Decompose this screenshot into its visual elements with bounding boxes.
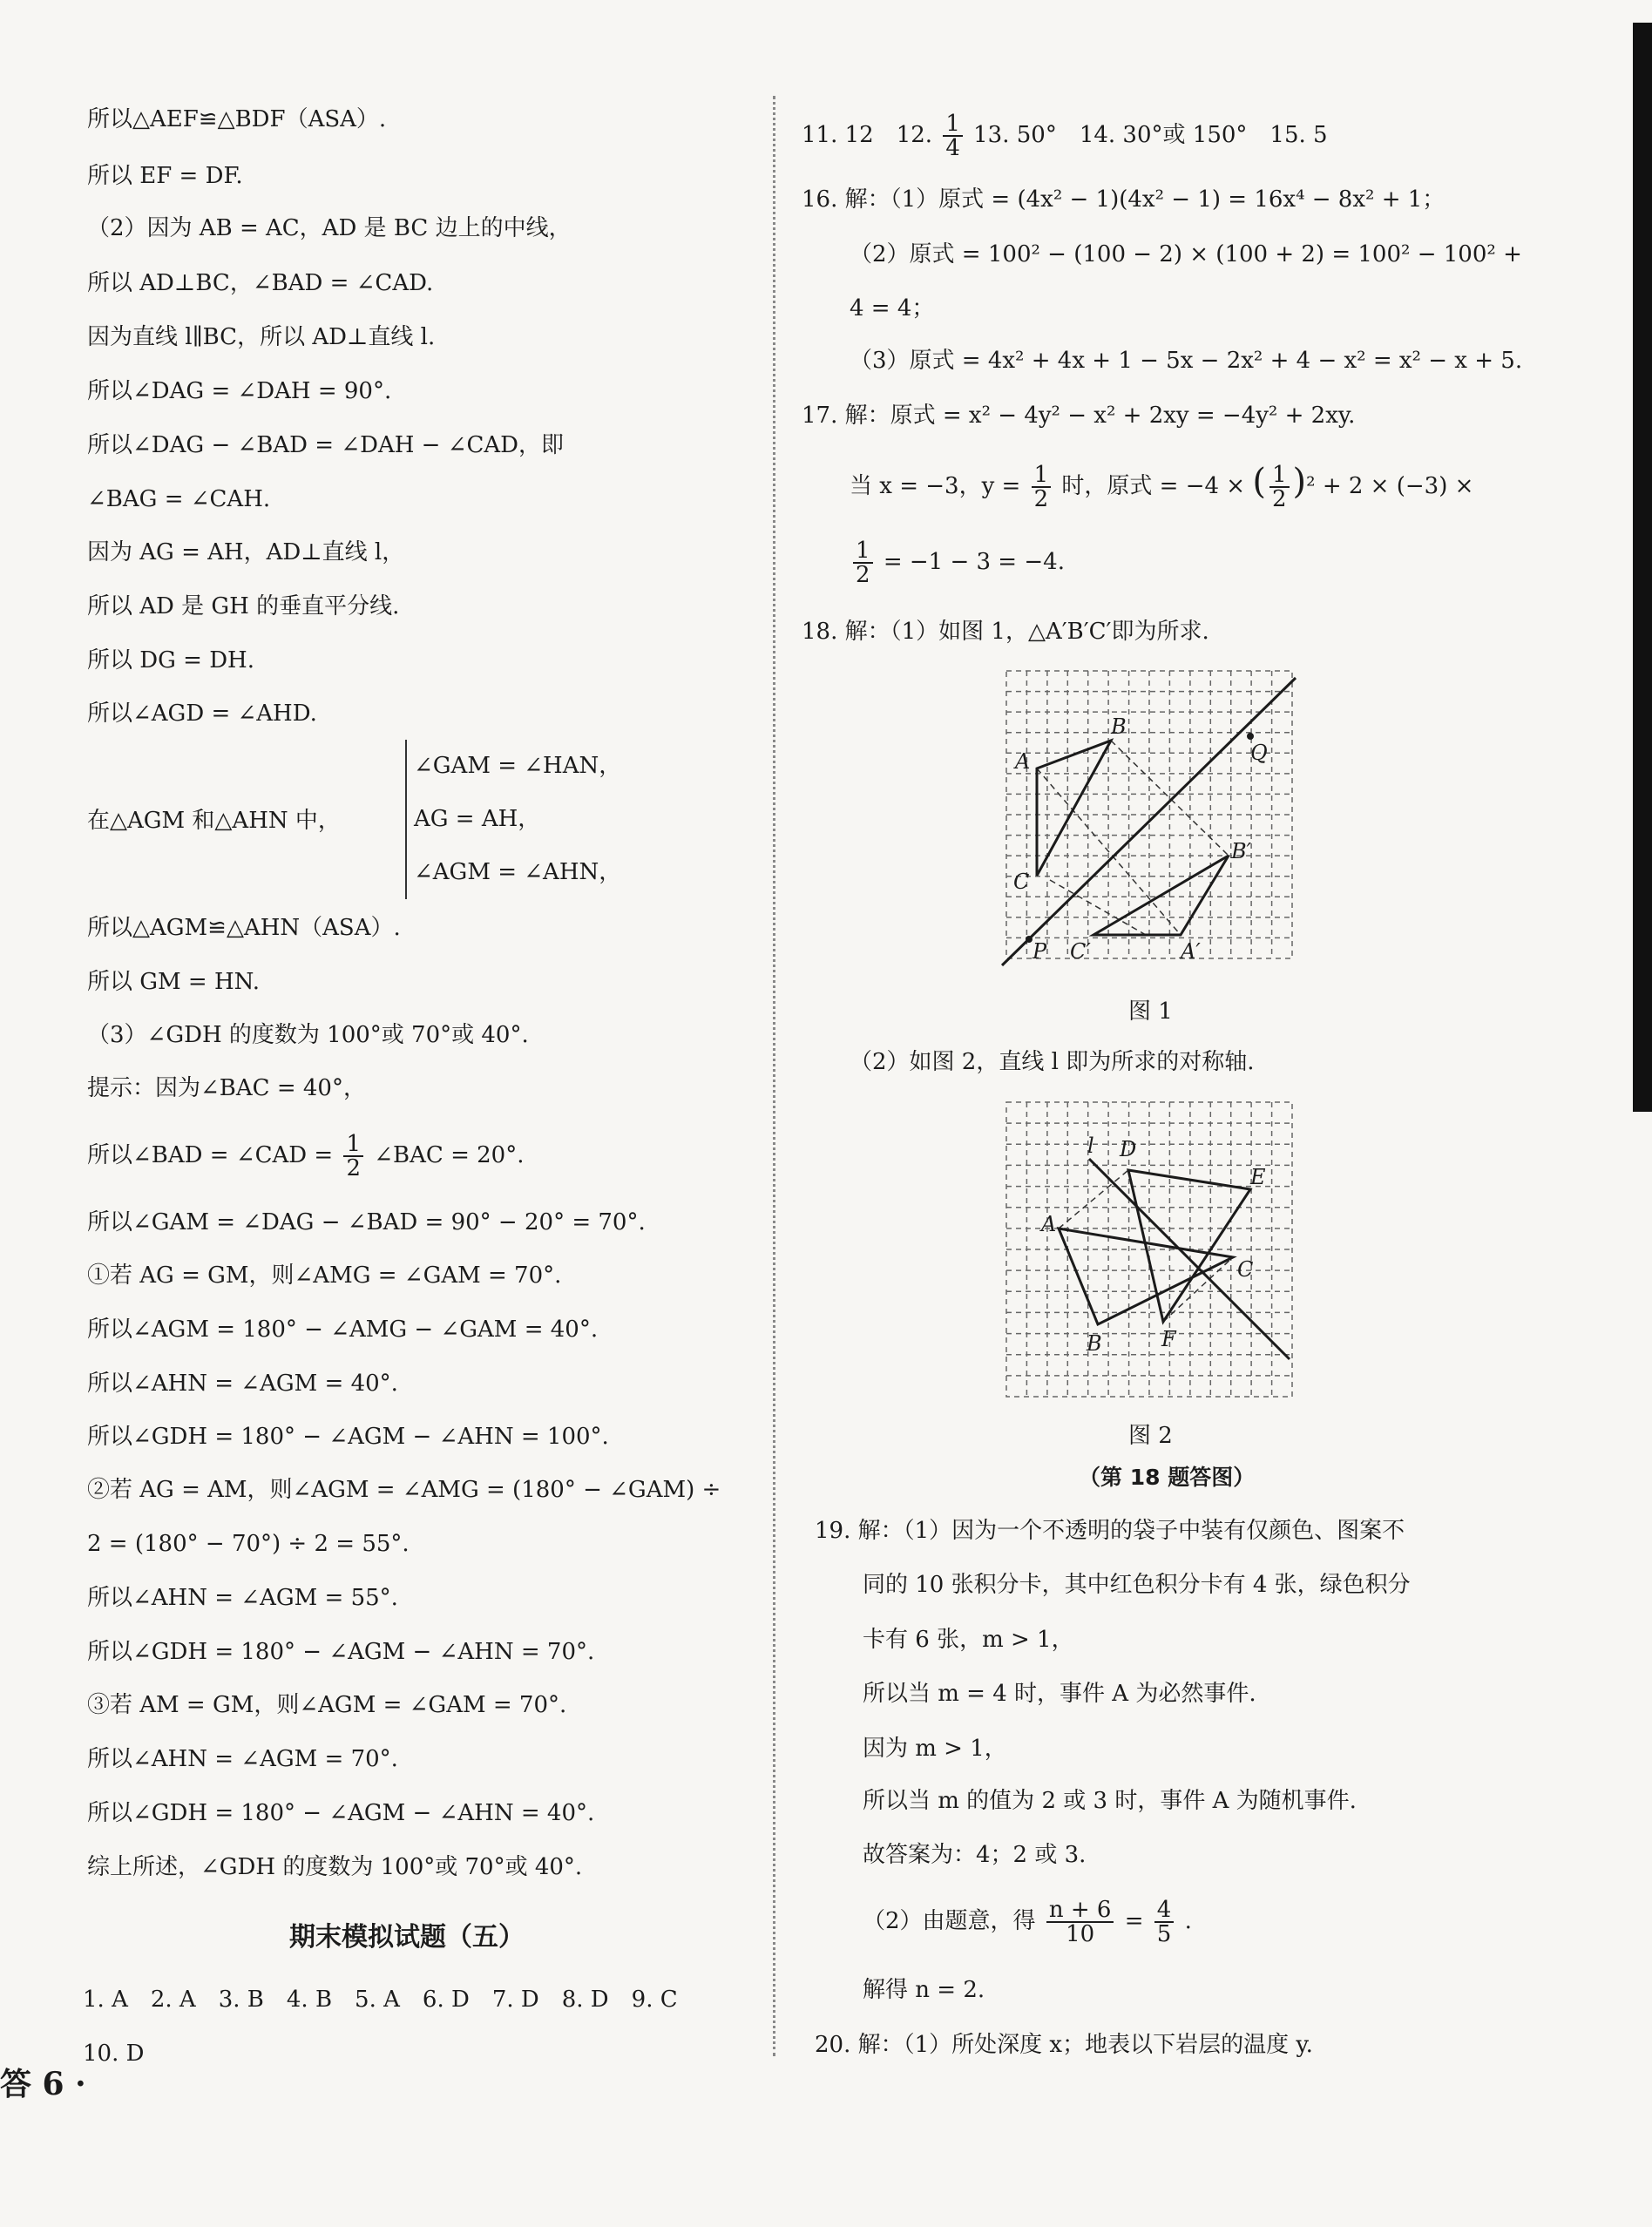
- text-line: 因为 m > 1，: [863, 1736, 1007, 1762]
- text-line: 所以∠GDH = 180° − ∠AGM − ∠AHN = 70°.: [87, 1639, 595, 1665]
- fraction-denominator: 5: [1156, 1921, 1172, 1947]
- text-line: 17. 解：原式 = x² − 4y² − x² + 2xy = −4y² + 2xy.: [802, 403, 1356, 429]
- label-d: D: [1120, 1137, 1137, 1161]
- text-line: 2 = (180° − 70°) ÷ 2 = 55°.: [87, 1531, 410, 1557]
- text-line: 所以∠DAG − ∠BAD = ∠DAH − ∠CAD，即: [87, 432, 565, 458]
- text-line: 提示：因为∠BAC = 40°，: [87, 1075, 366, 1101]
- column-divider: [773, 96, 775, 2056]
- text-line-fraction: [87, 1129, 525, 1181]
- label-c: C: [1237, 1257, 1254, 1282]
- text-line: 所以当 m = 4 时，事件 A 为必然事件.: [863, 1681, 1256, 1707]
- text-line: 所以∠AHN = ∠AGM = 55°.: [87, 1585, 398, 1611]
- text-line: 20. 解：（1）所处深度 x；地表以下岩层的温度 y.: [815, 2032, 1313, 2058]
- text-line: 所以 AD 是 GH 的垂直平分线.: [87, 593, 400, 619]
- fraction-denominator: 4: [945, 135, 960, 161]
- text-segment: 时，原式 = −4 ×: [1061, 473, 1246, 499]
- fraction-numerator: 1: [1269, 464, 1290, 488]
- figure-2-grid-diagram: [998, 1093, 1303, 1407]
- text-line: 所以 GM = HN.: [87, 969, 260, 995]
- text-line: 所以∠DAG = ∠DAH = 90°.: [87, 378, 392, 404]
- label-q: Q: [1250, 741, 1268, 765]
- fraction-numerator: 4: [1154, 1899, 1175, 1923]
- text-segment: =: [1124, 1908, 1144, 1934]
- text-segment: 13. 50° 14. 30°或 150° 15. 5: [973, 122, 1328, 148]
- text-line: 所以 AD⊥BC，∠BAD = ∠CAD.: [87, 270, 434, 296]
- label-b-prime: B′: [1231, 839, 1252, 863]
- fraction-denominator: 2: [856, 562, 870, 588]
- text-line: 所以∠AGM = 180° − ∠AMG − ∠GAM = 40°.: [87, 1317, 599, 1343]
- text-line-fraction: [863, 1895, 1192, 1947]
- fraction-numerator: 1: [853, 539, 873, 564]
- label-c: C: [1013, 870, 1030, 894]
- fraction: [1154, 1899, 1175, 1946]
- text-line: 所以∠GAM = ∠DAG − ∠BAD = 90° − 20° = 70°.: [87, 1209, 646, 1235]
- text-line-fraction: [850, 536, 1065, 588]
- system-line: ∠GAM = ∠HAN，: [414, 753, 622, 779]
- text-line: ②若 AG = AM，则∠AGM = ∠AMG = (180° − ∠GAM) ÷: [87, 1477, 721, 1503]
- text-line: （2）原式 = 100² − (100 − 2) × (100 + 2) = 100² − 100² +: [850, 241, 1522, 267]
- text-segment: = −1 − 3 = −4.: [883, 549, 1065, 575]
- text-line: 4 = 4；: [850, 295, 935, 322]
- fraction: [1046, 1899, 1114, 1946]
- text-segment: 所以∠BAD = ∠CAD =: [87, 1142, 334, 1168]
- text-line: ①若 AG = GM，则∠AMG = ∠GAM = 70°.: [87, 1262, 562, 1289]
- multiple-choice-answers: 1. A 2. A 3. B 4. B 5. A 6. D 7. D 8. D 9. C: [83, 1987, 678, 2013]
- section-heading: 期末模拟试题（五）: [289, 1922, 525, 1953]
- text-line: ③若 AM = GM，则∠AGM = ∠GAM = 70°.: [87, 1692, 567, 1718]
- text-line: 18. 解：（1）如图 1，△A′B′C′即为所求.: [802, 619, 1209, 645]
- fraction: [343, 1133, 363, 1180]
- text-segment: 当 x = −3，y =: [850, 473, 1021, 499]
- fraction: [943, 112, 963, 159]
- fraction-numerator: 1: [343, 1133, 363, 1157]
- text-line: 因为直线 l∥BC，所以 AD⊥直线 l.: [87, 324, 436, 350]
- system-intro: 在△AGM 和△AHN 中，: [87, 808, 341, 834]
- page-number: 答 6 ·: [0, 2066, 86, 2102]
- fraction-numerator: 1: [1032, 464, 1052, 488]
- paren-open: (: [1252, 462, 1266, 502]
- fraction: [1269, 464, 1290, 511]
- fraction: [853, 539, 873, 586]
- label-p: P: [1032, 939, 1047, 964]
- point-p: [1026, 936, 1032, 943]
- edge-bar: [1633, 23, 1652, 1112]
- fraction-numerator: n + 6: [1046, 1899, 1114, 1923]
- fraction: [1032, 464, 1052, 511]
- multiple-choice-answers: 10. D: [83, 2041, 145, 2067]
- text-line: 所以∠GDH = 180° − ∠AGM − ∠AHN = 100°.: [87, 1424, 609, 1450]
- text-line-fraction: [802, 109, 1328, 161]
- label-a-prime: A′: [1181, 939, 1201, 964]
- text-line: （3）原式 = 4x² + 4x + 1 − 5x − 2x² + 4 − x² = x² − x + 5.: [850, 348, 1523, 374]
- paren-close: ): [1292, 462, 1307, 502]
- label-b: B: [1111, 714, 1127, 739]
- label-f: F: [1161, 1327, 1176, 1351]
- text-line: 所以∠AGD = ∠AHD.: [87, 701, 317, 727]
- text-line: 所以当 m 的值为 2 或 3 时，事件 A 为随机事件.: [863, 1788, 1357, 1814]
- text-line: 卡有 6 张，m > 1，: [863, 1627, 1074, 1653]
- figure-2-caption: 图 2: [1128, 1423, 1173, 1449]
- fraction-denominator: 2: [346, 1155, 361, 1181]
- figure-group-caption: （第 18 题答图）: [1079, 1465, 1256, 1490]
- grid: [1006, 1102, 1292, 1397]
- text-segment: （2）由题意，得: [863, 1908, 1036, 1934]
- system-line: ∠AGM = ∠AHN，: [414, 859, 622, 885]
- triangle-a-b-c-prime: [1093, 856, 1229, 935]
- text-line: 解得 n = 2.: [863, 1977, 985, 2003]
- point-q: [1247, 733, 1254, 740]
- equation-system: [405, 740, 621, 899]
- text-line: （3）∠GDH 的度数为 100°或 70°或 40°.: [87, 1022, 529, 1048]
- fraction-numerator: 1: [943, 112, 963, 137]
- text-line: 所以∠AHN = ∠AGM = 40°.: [87, 1371, 398, 1397]
- text-line: ∠BAG = ∠CAH.: [87, 486, 271, 512]
- text-line: 19. 解：（1）因为一个不透明的袋子中装有仅颜色、图案不: [815, 1518, 1405, 1544]
- label-a: A: [1041, 1212, 1057, 1236]
- figure-1-caption: 图 1: [1128, 998, 1173, 1025]
- grid: [1006, 671, 1292, 958]
- text-line: 所以∠GDH = 180° − ∠AGM − ∠AHN = 40°.: [87, 1800, 595, 1826]
- text-line: 所以△AGM≌△AHN（ASA）.: [87, 915, 401, 941]
- text-segment: 11. 12 12.: [802, 122, 933, 148]
- text-line: 16. 解：（1）原式 = (4x² − 1)(4x² − 1) = 16x⁴ − 8x² + 1；: [802, 186, 1446, 213]
- text-line: 所以△AEF≌△BDF（ASA）.: [87, 106, 387, 132]
- fraction-denominator: 2: [1271, 486, 1287, 512]
- text-segment: .: [1184, 1908, 1192, 1934]
- text-line: 所以 EF = DF.: [87, 163, 243, 189]
- text-line: 所以∠AHN = ∠AGM = 70°.: [87, 1746, 398, 1772]
- text-line: 故答案为：4；2 或 3.: [863, 1842, 1087, 1868]
- text-line: 同的 10 张积分卡，其中红色积分卡有 4 张，绿色积分: [863, 1572, 1411, 1598]
- text-line: （2）因为 AB = AC，AD 是 BC 边上的中线，: [87, 215, 572, 241]
- label-l: l: [1087, 1134, 1094, 1158]
- text-line: 因为 AG = AH，AD⊥直线 l，: [87, 539, 405, 565]
- label-b: B: [1087, 1331, 1102, 1356]
- text-line: （2）如图 2，直线 l 即为所求的对称轴.: [850, 1049, 1255, 1075]
- text-line-fraction: [850, 456, 1473, 512]
- label-c-prime: C′: [1070, 939, 1091, 964]
- system-line: AG = AH，: [414, 806, 541, 832]
- text-segment: ∠BAC = 20°.: [374, 1142, 525, 1168]
- text-segment: ² + 2 × (−3) ×: [1306, 473, 1474, 499]
- figure-1-grid-diagram: [998, 662, 1303, 976]
- fraction-denominator: 2: [1033, 486, 1049, 512]
- text-line: 所以 DG = DH.: [87, 647, 254, 674]
- text-line: 综上所述，∠GDH 的度数为 100°或 70°或 40°.: [87, 1854, 583, 1880]
- label-e: E: [1250, 1165, 1266, 1189]
- label-a: A: [1015, 749, 1031, 774]
- fraction-denominator: 10: [1066, 1921, 1095, 1947]
